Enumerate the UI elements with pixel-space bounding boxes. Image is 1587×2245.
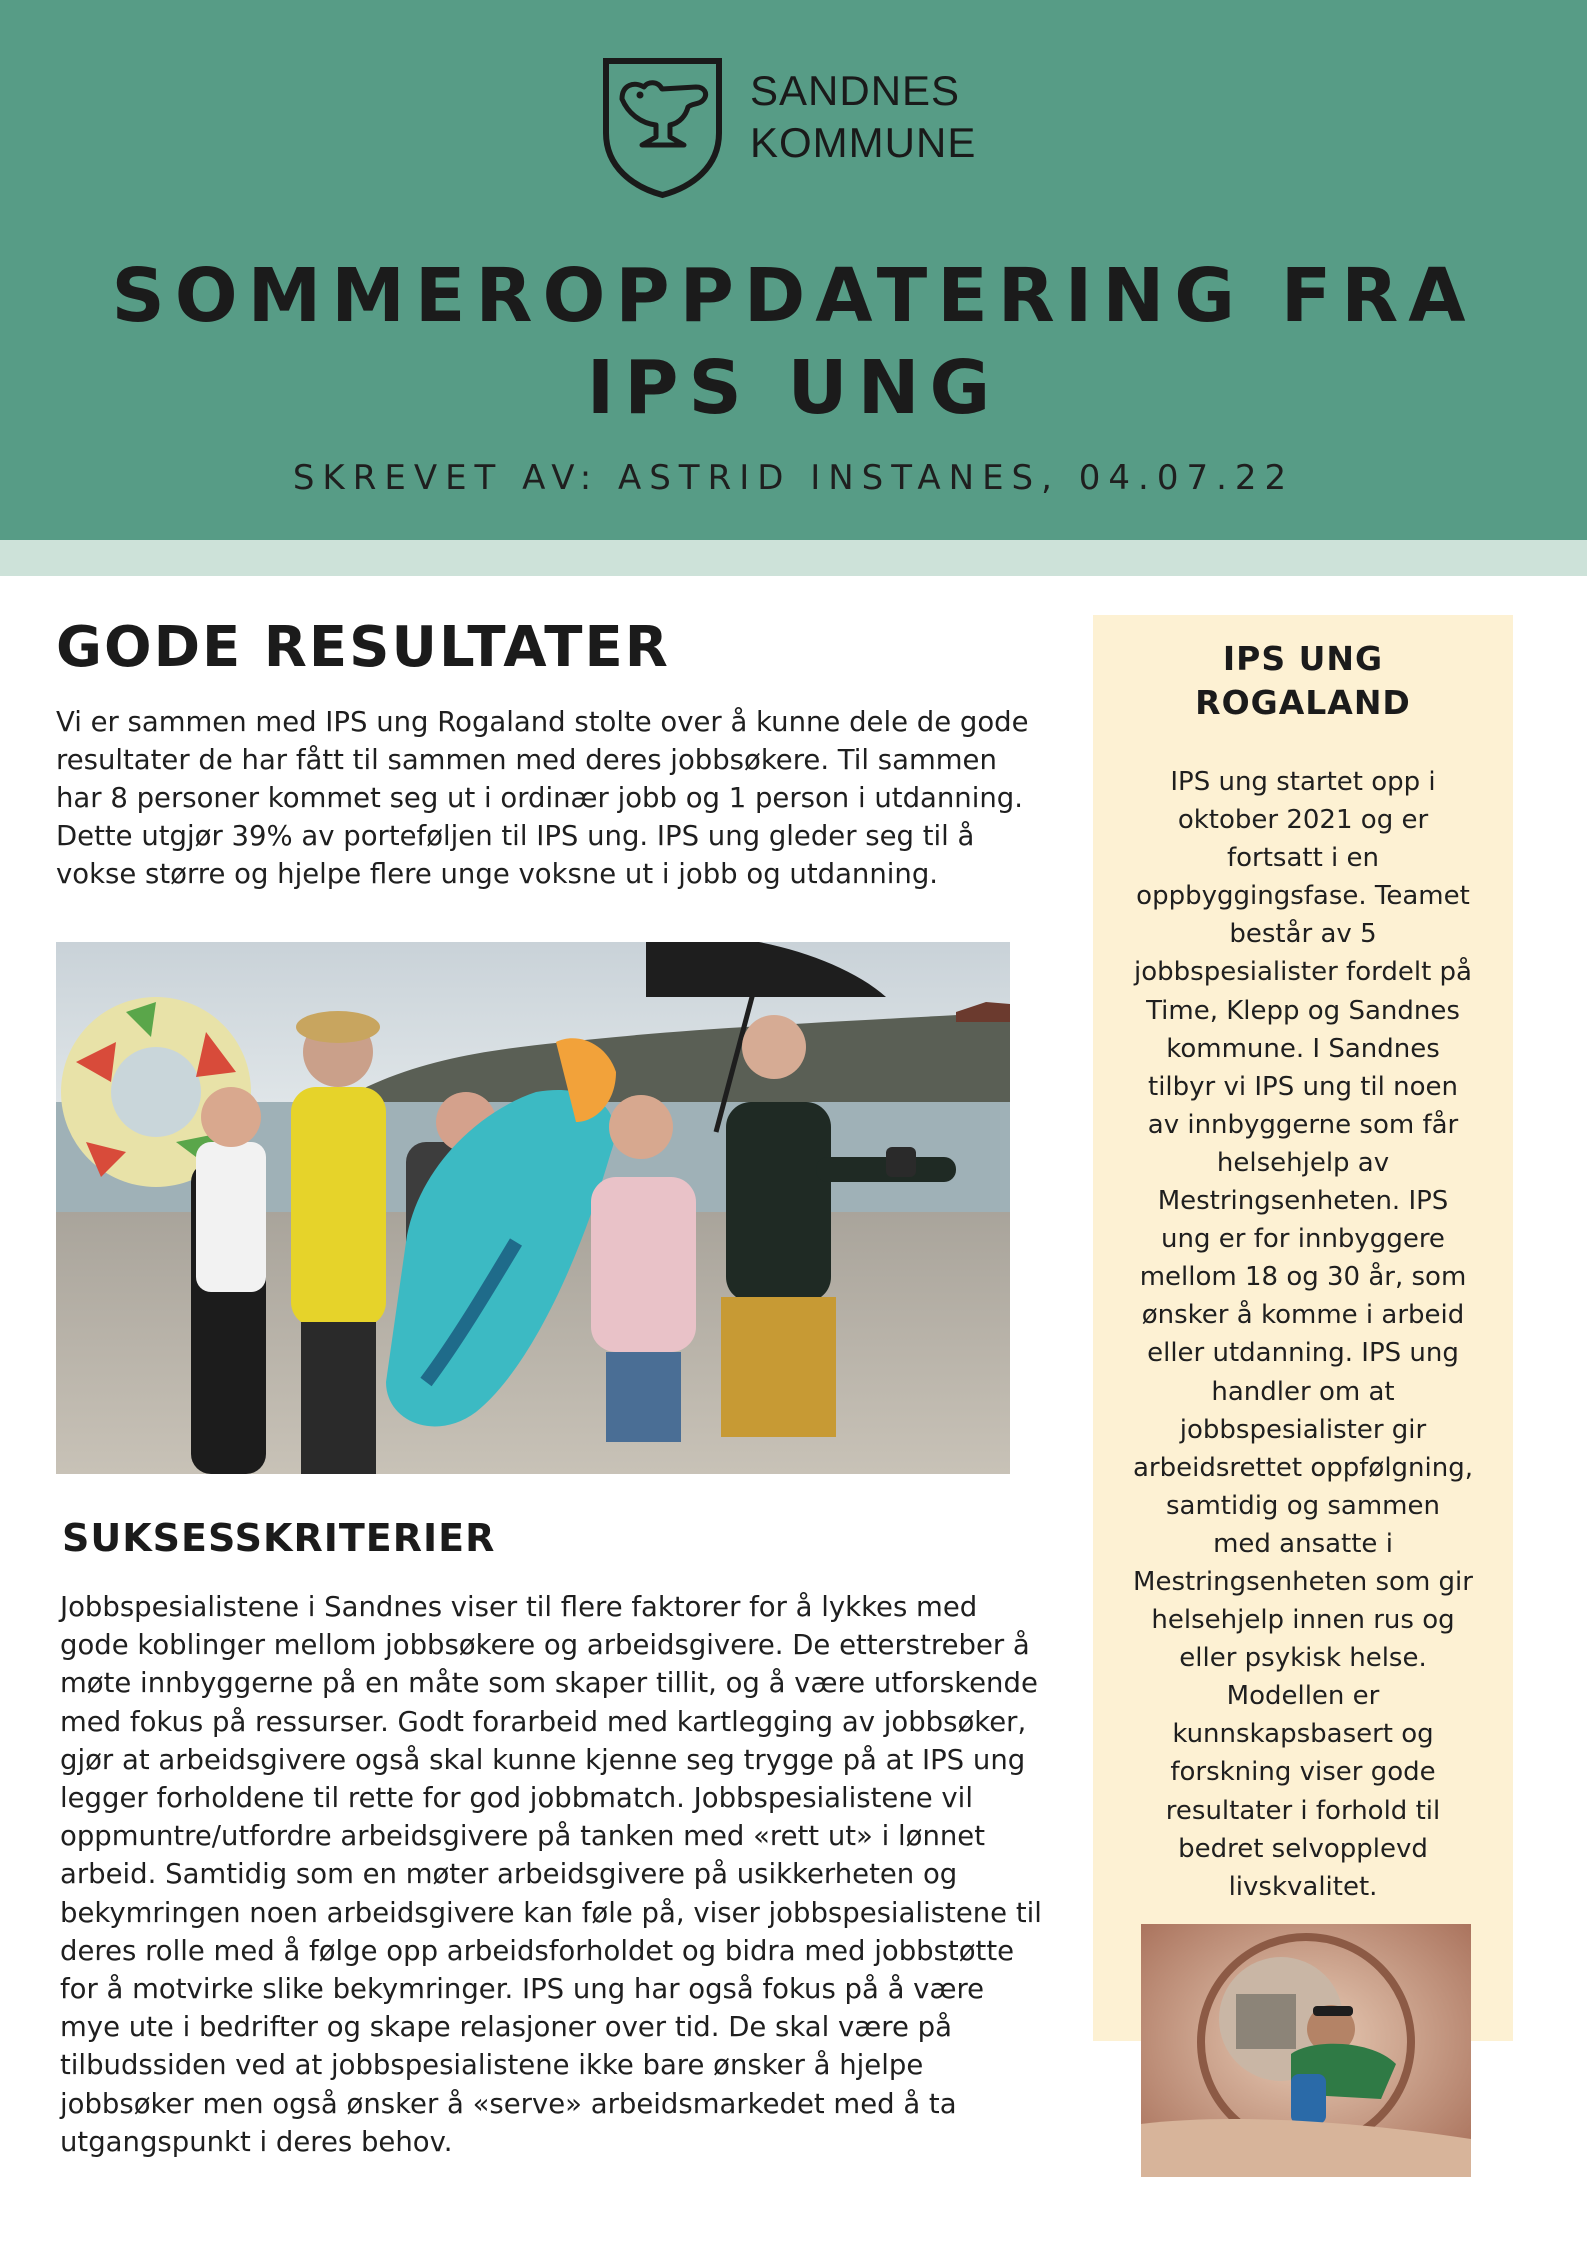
results-paragraph: Vi er sammen med IPS ung Rogaland stolte over å kunne dele de gode resultater de har fått til sammen med deres jobbsøkere. Til sammen har 8 personer kommet seg ut i ordinær jobb og 1 person i utdanning. Dette utgjør 39% av porteføljen til IPS ung. IPS ung gleder seg til å vokse større og hjelpe flere unge voksne ut i jobb og utdanning.	[56, 706, 1029, 890]
workshop-photo-illustration	[1141, 1924, 1471, 2177]
beach-photo-illustration	[56, 942, 1010, 1474]
info-sidebar	[1093, 615, 1513, 2041]
title-line2: IPS UNG	[586, 345, 1001, 431]
logo-text	[750, 65, 976, 169]
title-line1: SOMMEROPPDATERING FRA	[111, 253, 1476, 339]
success-paragraph: Jobbspesialistene i Sandnes viser til flere faktorer for å lykkes med gode koblinger mellom jobbsøkere og arbeidsgivere. De etterstreber å møte innbyggerne på en måte som skaper tillit, og å være utforskende med fokus på ressurser. Godt forarbeid med kartlegging av jobbsøker, gjør at arbeidsgivere også skal kunne kjenne seg trygge på at IPS ung legger forholdene til rette for god jobbmatch. Jobbspesialistene vil oppmuntre/utfordre arbeidsgivere på tanken med «rett ut» i lønnet arbeid. Samtidig som en møter arbeidsgivere på usikkerheten og bekymringen noen arbeidsgivere kan føle på, viser jobbspesialistene til deres rolle med å følge opp arbeidsforholdet og bidra med jobbstøtte for å motvirke slike bekymringer. IPS ung har også fokus på å være mye ute i bedrifter og skape relasjoner over tid. De skal være på tilbudssiden ved at jobbspesialistene ikke bare ønsker å hjelpe jobbsøker men også ønsker å «serve» arbeidsmarkedet med å ta utgangspunkt i deres behov.	[60, 1591, 1042, 2158]
workshop-photo	[1141, 1924, 1471, 2177]
page-title	[0, 250, 1587, 434]
sidebar-paragraph: IPS ung startet opp i oktober 2021 og er fortsatt i en oppbyggingsfase. Teamet består av 5 jobbspesialister fordelt på Time, Klepp og Sandnes kommune. I Sandnes tilbyr vi IPS ung til noen av innbyggerne som får helsehjelp av Mestringsenheten. IPS ung er for innbyggere mellom 18 og 30 år, som ønsker å komme i arbeid eller utdanning. IPS ung handler om at jobbspesialister gir arbeidsrettet oppfølgning, samtidig og sammen med ansatte i Mestringsenheten som gir helsehjelp innen rus og eller psykisk helse. Modellen er kunnskapsbasert og forskning viser gode resultater i forhold til bedret selvopplevd livskvalitet.	[1133, 767, 1474, 1902]
sidebar-title	[1093, 637, 1513, 725]
sidebar-title-line2: ROGALAND	[1195, 683, 1411, 722]
byline: SKREVET AV: ASTRID INSTANES, 04.07.22	[292, 458, 1295, 498]
section-heading-success: SUKSESSKRITERIER	[62, 1516, 496, 1560]
sidebar-title-line1: IPS UNG	[1222, 639, 1384, 678]
coat-of-arms-icon	[600, 55, 725, 200]
beach-group-photo	[56, 942, 1010, 1474]
header-strip	[0, 540, 1587, 576]
sandnes-kommune-logo	[600, 55, 1000, 205]
logo-line2: KOMMUNE	[750, 119, 977, 166]
logo-line1: SANDNES	[750, 67, 961, 114]
section-heading-results: GODE RESULTATER	[56, 615, 670, 680]
